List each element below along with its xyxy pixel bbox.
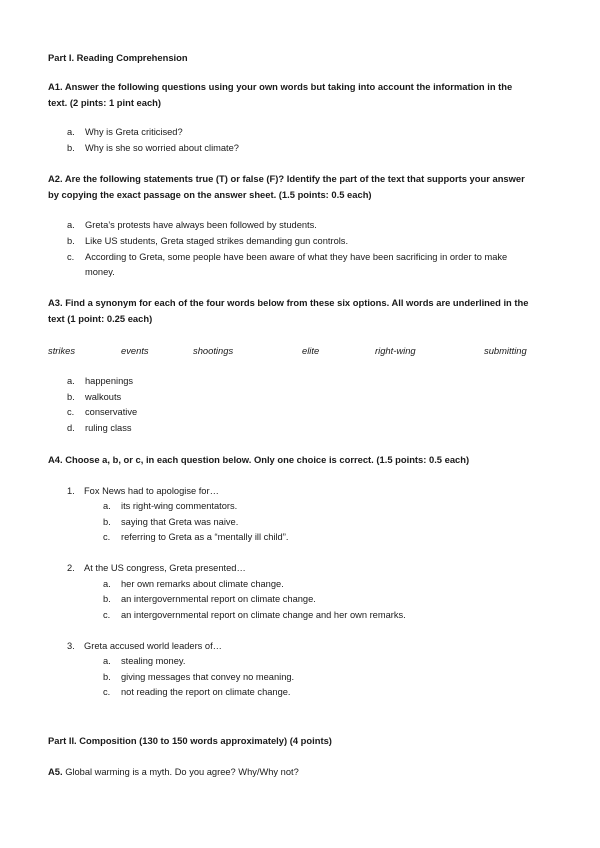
a3-option: shootings [193, 345, 234, 356]
question-number: 2. [67, 563, 75, 573]
a3-option: submitting [484, 345, 527, 356]
a2-question-line2: by copying the exact passage on the answer sheet. (1.5 points: 0.5 each) [48, 189, 372, 200]
a3-option: strikes [48, 345, 76, 356]
item-text: Greta’s protests have always been followed by students. [85, 220, 317, 230]
item-text: Like US students, Greta staged strikes demanding gun controls. [85, 236, 349, 246]
a1-question-line2: text. (2 pints: 1 pint each) [48, 97, 162, 108]
item-text: Why is Greta criticised? [85, 127, 183, 137]
item-label: b. [67, 143, 75, 153]
a4-q1-choice-b [103, 517, 238, 527]
question-text: Greta accused world leaders of… [84, 641, 222, 651]
a4-q2-choice-a [103, 579, 284, 589]
a4-q1-choice-a [103, 501, 237, 511]
a4-q3-choice-a [103, 656, 185, 666]
choice-text: not reading the report on climate change. [121, 687, 291, 697]
a3-item-b [67, 392, 121, 402]
choice-text: stealing money. [121, 656, 186, 666]
a3-question-line1: A3. Find a synonym for each of the four words below from these six options. All words are underlined in the [48, 297, 529, 308]
item-label: a. [67, 376, 75, 386]
a3-question-line2: text (1 point: 0.25 each) [48, 313, 153, 324]
a2-item-b [67, 236, 348, 246]
item-label: c. [67, 252, 75, 262]
a1-question-line1: A1. Answer the following questions using your own words but taking into account the information in the [48, 81, 513, 92]
choice-label: c. [103, 687, 111, 697]
choice-text: an intergovernmental report on climate change and her own remarks. [121, 610, 406, 620]
a2-item-a [67, 220, 317, 230]
choice-label: b. [103, 672, 111, 682]
choice-text: an intergovernmental report on climate change. [121, 594, 316, 604]
a3-item-c [67, 407, 137, 417]
part1-title: Part I. Reading Comprehension [48, 52, 188, 63]
item-label: b. [67, 236, 75, 246]
a4-question-3 [67, 641, 222, 651]
item-text: happenings [85, 376, 134, 386]
choice-label: a. [103, 579, 111, 589]
item-label: a. [67, 127, 75, 137]
item-text: According to Greta, some people have been aware of what they have been sacrificing in order to make [85, 252, 508, 262]
a5-question [48, 766, 299, 777]
a3-option: events [121, 345, 149, 356]
a4-question-1 [67, 486, 219, 496]
part2-title: Part II. Composition (130 to 150 words approximately) (4 points) [48, 735, 332, 746]
question-text: At the US congress, Greta presented… [84, 563, 246, 573]
choice-label: a. [103, 501, 111, 511]
a3-item-d [67, 423, 132, 433]
a4-q3-choice-b [103, 672, 294, 682]
choice-text: its right-wing commentators. [121, 501, 238, 511]
a5-text: Global warming is a myth. Do you agree? Why/Why not? [65, 767, 299, 777]
choice-text: referring to Greta as a “mentally ill child”. [121, 532, 289, 542]
choice-label: c. [103, 532, 111, 542]
choice-label: b. [103, 517, 111, 527]
item-label: c. [67, 407, 75, 417]
a3-option: elite [302, 345, 320, 356]
a4-q2-choice-c [103, 610, 406, 620]
choice-text: saying that Greta was naive. [121, 517, 239, 527]
a2-item-c-continuation: money. [85, 267, 115, 277]
question-text: Fox News had to apologise for… [84, 486, 219, 496]
choice-label: a. [103, 656, 111, 666]
a4-q1-choice-c [103, 532, 288, 542]
a4-question-2 [67, 563, 246, 573]
item-label: b. [67, 392, 75, 402]
item-text: Why is she so worried about climate? [85, 143, 239, 153]
item-text: conservative [85, 407, 138, 417]
a3-item-a [67, 376, 133, 386]
a2-item-c [67, 252, 507, 262]
item-text: walkouts [85, 392, 122, 402]
a4-question-line1: A4. Choose a, b, or c, in each question below. Only one choice is correct. (1.5 points: 0.5 each) [48, 454, 470, 465]
a1-item-b [67, 143, 239, 153]
choice-label: b. [103, 594, 111, 604]
choice-text: giving messages that convey no meaning. [121, 672, 295, 682]
choice-text: her own remarks about climate change. [121, 579, 284, 589]
item-label: a. [67, 220, 75, 230]
item-text: ruling class [85, 423, 132, 433]
a4-q2-choice-b [103, 594, 316, 604]
a5-label: A5. [48, 766, 63, 777]
choice-label: c. [103, 610, 111, 620]
item-label: d. [67, 423, 75, 433]
a2-question-line1: A2. Are the following statements true (T) or false (F)? Identify the part of the text that supports your answer [48, 173, 525, 184]
question-number: 1. [67, 486, 75, 496]
a4-q3-choice-c [103, 687, 291, 697]
question-number: 3. [67, 641, 75, 651]
a1-item-a [67, 127, 183, 137]
a3-option: right-wing [375, 345, 416, 356]
